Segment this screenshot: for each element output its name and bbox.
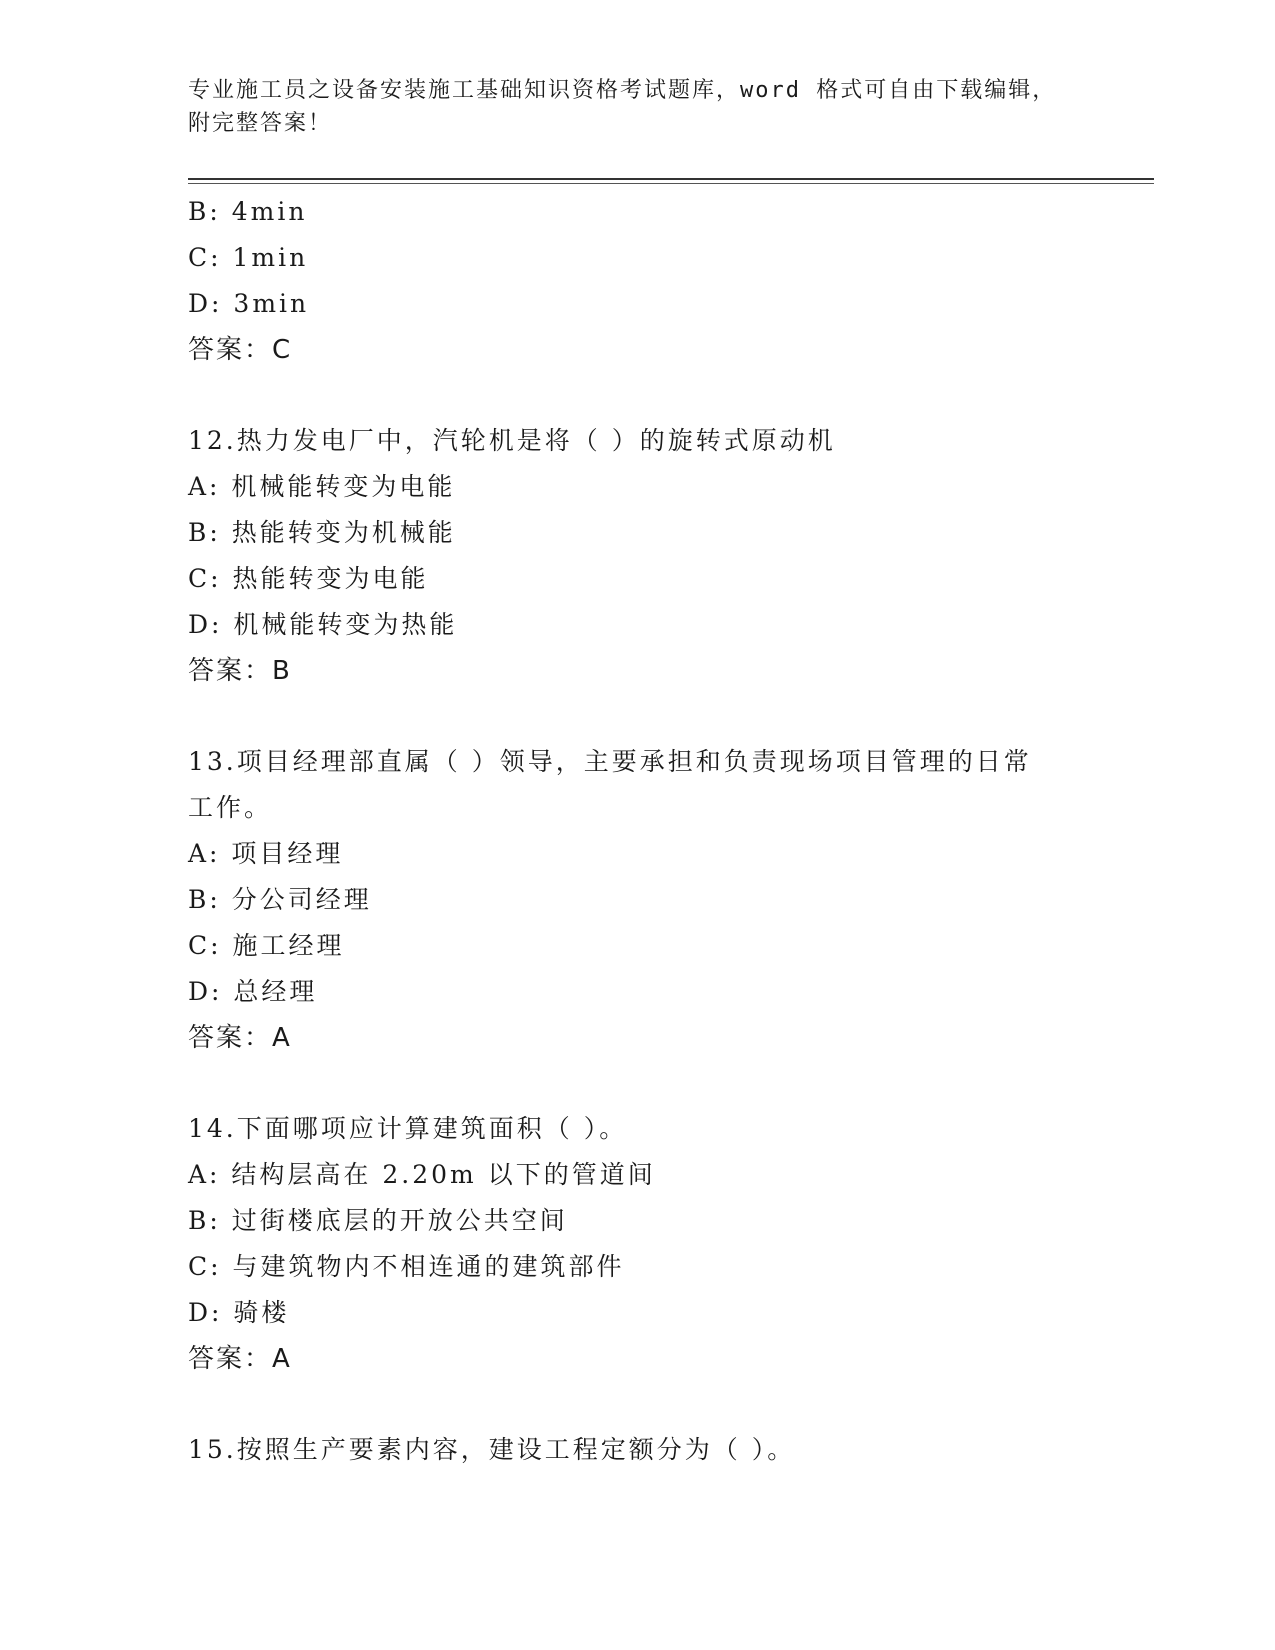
option-c: C: 施工经理 <box>188 931 345 960</box>
option-d: D: 机械能转变为热能 <box>188 610 458 639</box>
option-c: C: 热能转变为电能 <box>188 564 429 593</box>
option-a: A: 机械能转变为电能 <box>188 472 456 501</box>
spacer <box>188 694 1088 739</box>
option-a: A: 项目经理 <box>188 839 344 868</box>
option-a: A: 结构层高在 2.20m 以下的管道间 <box>188 1160 656 1189</box>
option-b: B: 热能转变为机械能 <box>188 518 456 547</box>
option-b: B: 4min <box>188 197 308 226</box>
question-stem: 13.项目经理部直属（ ）领导，主要承担和负责现场项目管理的日常 <box>188 747 1032 776</box>
question-12 <box>188 418 1088 694</box>
question-15 <box>188 1427 1088 1473</box>
document-header <box>188 74 1088 140</box>
option-d: D: 骑楼 <box>188 1298 290 1327</box>
answer-line: 答案：A <box>188 1023 292 1053</box>
question-14 <box>188 1106 1088 1382</box>
header-line-1: 专业施工员之设备安装施工基础知识资格考试题库，word 格式可自由下载编辑， <box>188 78 1057 103</box>
option-b: B: 过街楼底层的开放公共空间 <box>188 1206 568 1235</box>
option-d: D: 总经理 <box>188 977 318 1006</box>
question-stem: 15.按照生产要素内容，建设工程定额分为（ ）。 <box>188 1435 796 1464</box>
option-b: B: 分公司经理 <box>188 885 372 914</box>
spacer <box>188 373 1088 418</box>
header-divider-thin <box>188 183 1154 184</box>
option-d: D: 3min <box>188 289 310 318</box>
question-list <box>188 189 1088 1473</box>
spacer <box>188 1061 1088 1106</box>
option-c: C: 与建筑物内不相连通的建筑部件 <box>188 1252 625 1281</box>
question-stem: 12.热力发电厂中，汽轮机是将（ ）的旋转式原动机 <box>188 426 836 455</box>
header-line-2: 附完整答案！ <box>188 111 333 136</box>
question-stem-continued: 工作。 <box>188 793 273 822</box>
answer-line: 答案：A <box>188 1344 292 1374</box>
question-13 <box>188 739 1088 1061</box>
answer-line: 答案：C <box>188 335 293 365</box>
question-stem: 14.下面哪项应计算建筑面积（ ）。 <box>188 1114 628 1143</box>
answer-line: 答案：B <box>188 656 292 686</box>
option-c: C: 1min <box>188 243 309 272</box>
question-fragment <box>188 189 1088 373</box>
header-divider-thick <box>188 178 1154 180</box>
spacer <box>188 1382 1088 1427</box>
